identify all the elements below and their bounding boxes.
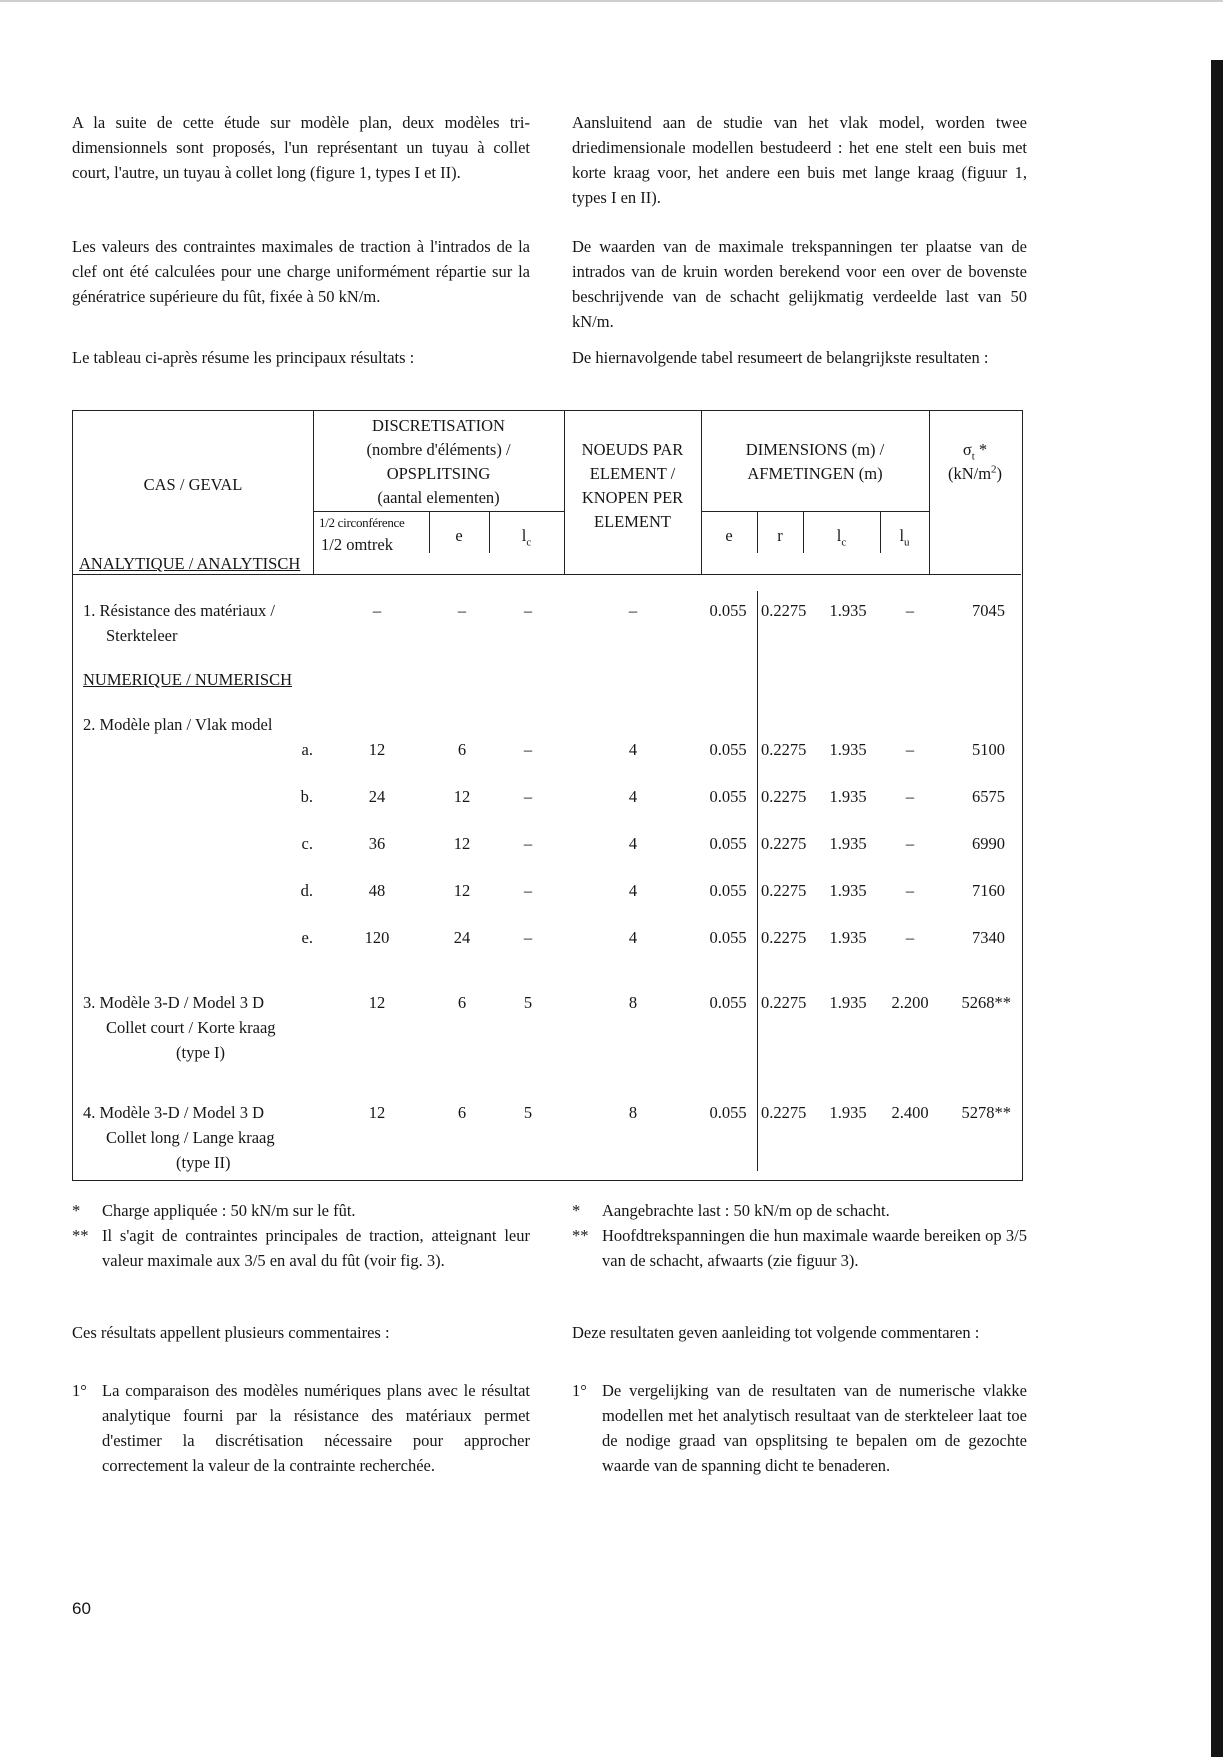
cell: 4 [628,834,638,853]
cell: 5268** [961,993,1011,1012]
cell: 6 [457,740,467,759]
right-paragraph-2: De waarden van de maximale trekspanningen ter plaatse van de intrados van de kruin worden berekend voor een over de bovenste beschrijvende van de schacht gelijkmatig verdeelde last van 50 kN/m. [572,237,1027,331]
note-text: Il s'agit de contraintes principales de traction, atteignant leur valeur maximale aux 3/5 en aval du fût (voir fig. 3). [102,1226,530,1270]
header-nodes-1: NOEUDS PAR [581,440,684,459]
cell: – [905,834,915,853]
cell: 12 [368,740,386,759]
header-dimensions-2: AFMETINGEN (m) [747,464,883,483]
cell: – [523,881,533,900]
right-paragraph-1: Aansluitend aan de studie van het vlak model, worden twee driedimensionale modellen bestudeerd : het ene stelt een buis met korte kraag voor, het andere een buis met lange kraag (figuur 1, types I en II). [572,113,1027,207]
cell: – [523,928,533,947]
cell: 4 [628,928,638,947]
cell: 6 [457,993,467,1012]
cell: 12 [453,881,471,900]
header-dim-lc: $l_c$ [836,526,847,549]
header-dim-r: r [777,526,783,545]
row-letter: a. [301,740,313,759]
cell: 36 [368,834,386,853]
row4-label-1: 4. Modèle 3-D / Model 3 D [83,1103,265,1122]
cell: 0.2275 [761,881,807,900]
row3-label-2: Collet court / Korte kraag [106,1018,276,1037]
row1-label-1: 1. Résistance des matériaux / [83,601,275,620]
row4-label-2: Collet long / Lange kraag [106,1128,275,1147]
note-marker: ** [572,1226,589,1245]
row-letter: e. [301,928,313,947]
note-1 [572,1198,1027,1223]
section-analytique: ANALYTIQUE / ANALYTISCH [79,554,301,573]
comment-number: 1° [572,1381,587,1400]
cell: 24 [368,787,386,806]
cell: 7045 [972,601,1005,620]
left-paragraph-2: Les valeurs des contraintes maximales de traction à l'intrados de la clef ont été calculées pour une charge uniformément répartie sur la génératrice supérieure du fût, fixée à 50 kN/m. [72,237,530,306]
cell: 0.055 [709,881,747,900]
header-discretisation-3: OPSPLITSING [386,464,491,483]
cell: 7340 [972,928,1005,947]
cell: 0.055 [709,787,747,806]
cell: 6990 [972,834,1005,853]
grid-line [929,411,930,574]
header-discretisation-4: (aantal elementen) [377,488,500,507]
notes-left [72,1198,530,1273]
cell: 0.055 [709,928,747,947]
cell: – [372,601,382,620]
results-table [72,410,1023,1181]
cell: 4 [628,881,638,900]
cell: 0.2275 [761,1103,807,1122]
cell: – [523,787,533,806]
row3-label-3: (type I) [176,1043,226,1062]
cell: 2.200 [891,993,929,1012]
bottom-left-comment-1 [72,1378,530,1478]
cell: 1.935 [829,834,867,853]
header-dim-e: e [725,526,733,545]
header-discretisation-2: (nombre d'éléments) / [366,440,511,459]
cell: 4 [628,787,638,806]
grid-line [701,411,702,574]
cell: – [523,601,533,620]
cell: 0.2275 [761,740,807,759]
row-letter: b. [300,787,313,806]
comment-number: 1° [72,1381,87,1400]
cell: 120 [364,928,390,947]
cell: 1.935 [829,601,867,620]
bottom-right-intro: Deze resultaten geven aanleiding tot volgende commentaren : [572,1323,980,1342]
cell: 6 [457,1103,467,1122]
section-numerique: NUMERIQUE / NUMERISCH [83,670,293,689]
row1-label-2: Sterkteleer [106,626,178,645]
cell: 0.055 [709,601,747,620]
cell: 0.2275 [761,928,807,947]
note-marker: * [572,1201,581,1220]
header-nodes-2: ELEMENT / [589,464,676,483]
cell: 8 [628,993,638,1012]
header-discretisation-1: DISCRETISATION [372,416,505,435]
row2-label: 2. Modèle plan / Vlak model [83,715,273,734]
cell: 8 [628,1103,638,1122]
cell: 1.935 [829,881,867,900]
top-edge-line [0,0,1223,2]
cell: 12 [368,1103,386,1122]
cell: 0.2275 [761,993,807,1012]
header-nodes-3: KNOPEN PER [581,488,684,507]
page-number: 60 [72,1599,91,1618]
comment-text: De vergelijking van de resultaten van de numerische vlakke modellen met het analytisch resultaat van de sterkteleer laat toe de nodige graad van opsplitsing te bepalen om de gezochte waarde van de spanning dicht te benaderen. [602,1381,1027,1475]
note-marker: ** [72,1226,89,1245]
cell: 24 [453,928,471,947]
cell: 12 [453,834,471,853]
cell: 0.055 [709,834,747,853]
bottom-left-intro: Ces résultats appellent plusieurs commentaires : [72,1323,390,1342]
cell: – [905,740,915,759]
cell: 0.2275 [761,834,807,853]
header-dim-lu: $l_u$ [899,526,910,549]
cell: 7160 [972,881,1005,900]
cell: – [905,787,915,806]
scan-edge-bar [1211,60,1223,1757]
note-2 [72,1223,530,1273]
cell: – [523,834,533,853]
left-paragraph-3: Le tableau ci-après résume les principaux résultats : [72,348,415,367]
header-e: e [455,526,463,545]
cell: 48 [368,881,386,900]
cell: 12 [368,993,386,1012]
cell: – [628,601,638,620]
row3-label-1: 3. Modèle 3-D / Model 3 D [83,993,265,1012]
cell: – [905,601,915,620]
grid-line [701,511,929,512]
bottom-right-comment-1 [572,1378,1027,1478]
cell: 0.055 [709,993,747,1012]
cell: 1.935 [829,787,867,806]
row4-label-3: (type II) [176,1153,231,1172]
cell: – [905,928,915,947]
header-sigma: $\sigma_t$ * [962,440,988,463]
note-2 [572,1223,1027,1273]
header-cas: CAS / GEVAL [143,475,243,494]
note-marker: * [72,1201,81,1220]
cell: 1.935 [829,740,867,759]
cell: 0.2275 [761,787,807,806]
header-half-omtrek: 1/2 omtrek [321,535,393,554]
note-1 [72,1198,530,1223]
header-nodes-4: ELEMENT [594,512,671,531]
header-half-circumference: 1/2 circonférence [319,515,405,530]
cell: 1.935 [829,928,867,947]
cell: 1.935 [829,1103,867,1122]
cell: – [457,601,467,620]
note-text: Hoofdtrekspanningen die hun maximale waarde bereiken op 3/5 van de schacht, afwaarts (zie figuur 3). [602,1226,1027,1270]
row-letter: c. [301,834,313,853]
cell: 0.2275 [761,601,807,620]
cell: 5278** [961,1103,1011,1122]
header-sigma-unit: $(kN/m^2)$ [947,463,1003,483]
row-letter: d. [300,881,313,900]
left-paragraph-1: A la suite de cette étude sur modèle plan, deux modèles tri-dimensionnels sont proposés, l'un représentant un tuyau à collet court, l'autre, un tuyau à collet long (figure 1, types I et II). [72,113,530,182]
comment-text: La comparaison des modèles numériques plans avec le résultat analytique fourni par la résistance des matériaux permet d'estimer la discrétisation nécessaire pour approcher correctement la valeur de la contrainte recherchée. [102,1381,530,1475]
cell: 5 [523,993,533,1012]
cell: 4 [628,740,638,759]
cell: 5100 [972,740,1005,759]
cell: – [905,881,915,900]
note-text: Aangebrachte last : 50 kN/m op de schacht. [602,1201,890,1220]
cell: 2.400 [891,1103,929,1122]
header-dimensions-1: DIMENSIONS (m) / [745,440,885,459]
header-lc: $l_c$ [521,526,532,549]
cell: 5 [523,1103,533,1122]
right-paragraph-3: De hiernavolgende tabel resumeert de belangrijkste resultaten : [572,348,989,367]
cell: 0.055 [709,740,747,759]
note-text: Charge appliquée : 50 kN/m sur le fût. [102,1201,356,1220]
cell: 12 [453,787,471,806]
cell: – [523,740,533,759]
cell: 6575 [972,787,1005,806]
notes-right [572,1198,1027,1273]
cell: 0.055 [709,1103,747,1122]
cell: 1.935 [829,993,867,1012]
